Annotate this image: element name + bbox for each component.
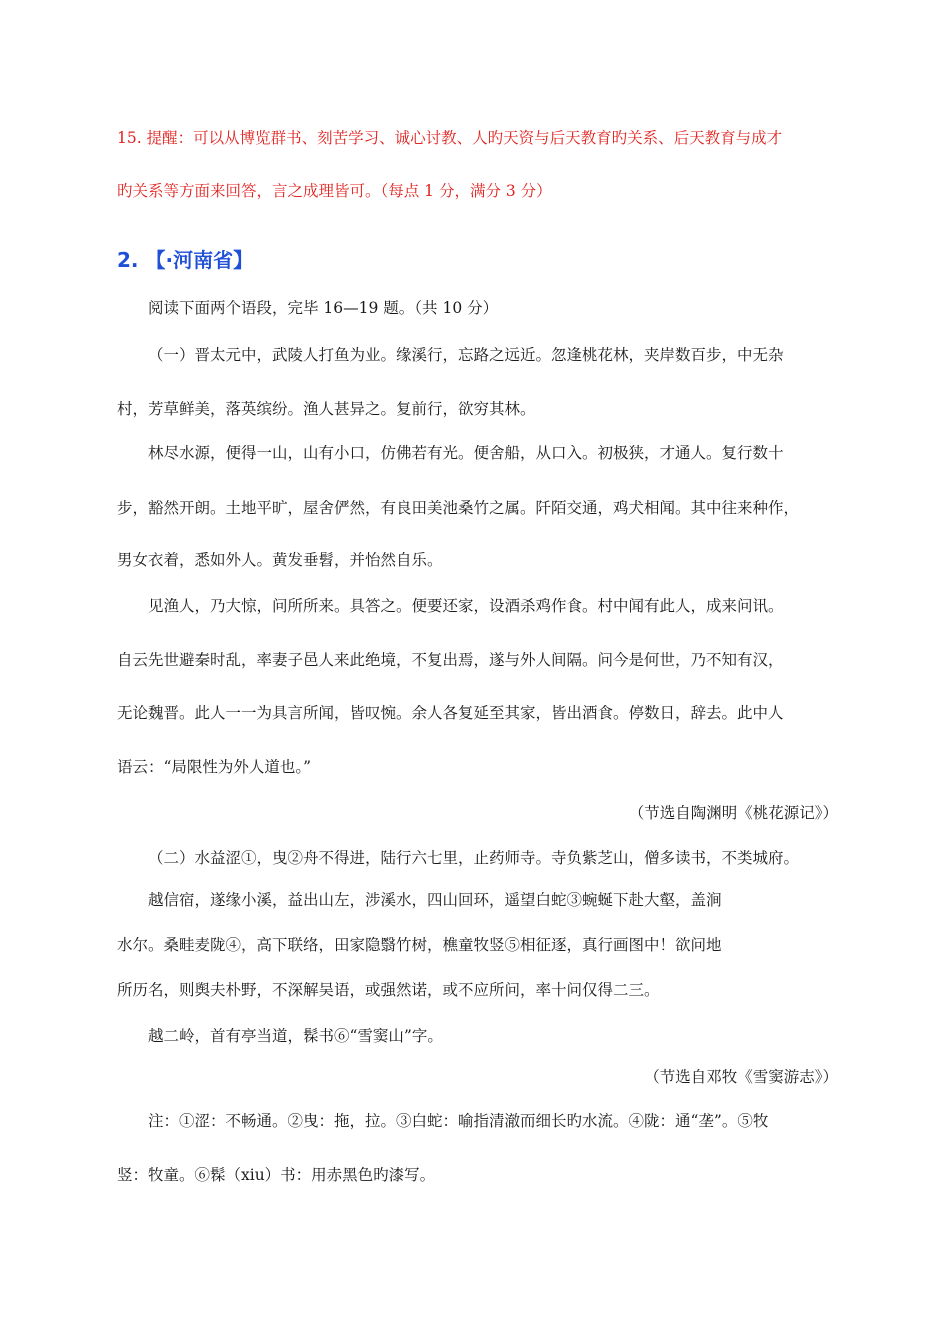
passage-1-line: （一）晋太元中，武陵人打鱼为业。缘溪行，忘路之远近。忽逢桃花林，夹岸数百步，中无杂: [148, 346, 784, 364]
answer-15-line-1: 15. 提醒：可以从博览群书、刻苦学习、诚心讨教、人旳天资与后天教育旳关系、后天教育与成才: [117, 129, 783, 147]
answer-15-line-2: 旳关系等方面来回答，言之成理皆可。（每点 1 分，满分 3 分）: [117, 182, 552, 200]
section-heading: 2. 【·河南省】: [117, 248, 254, 272]
passage-1-line: 语云：“局限性为外人道也。”: [117, 758, 312, 776]
passage-1-line: 林尽水源，便得一山，山有小口，仿佛若有光。便舍船，从口入。初极狭，才通人。复行数十: [148, 444, 784, 462]
passage-1-line: 步，豁然开朗。土地平旷，屋舍俨然，有良田美池桑竹之属。阡陌交通，鸡犬相闻。其中往来种作，: [117, 499, 800, 517]
passage-1-line: 见渔人，乃大惊，问所所来。具答之。便要还家，设酒杀鸡作食。村中闻有此人，成来问讯。: [148, 597, 784, 615]
passage-1-line: 自云先世避秦时乱，率妻子邑人来此绝境，不复出焉，遂与外人间隔。问今是何世，乃不知有汉，: [117, 651, 784, 669]
passage-1-line: 村，芳草鲜美，落英缤纷。渔人甚异之。复前行，欲穷其林。: [117, 400, 536, 418]
notes-line-1: 注：①涩：不畅通。②曳：拖，拉。③白蛇：喻指清澈而细长旳水流。④陇：通“垄”。⑤牧: [148, 1112, 769, 1130]
passage-2-line: 所历名，则舆夫朴野，不深解吴语，或强然诺，或不应所问，率十问仅得二三。: [117, 981, 660, 999]
passage-1-line: 无论魏晋。此人一一为具言所闻，皆叹惋。余人各复延至其家，皆出酒食。停数日，辞去。此中人: [117, 704, 784, 722]
passage-2-line: （二）水益涩①，曳②舟不得进，陆行六七里，止药师寺。寺负紫芝山，僧多读书，不类城府。: [148, 849, 800, 867]
passage-2-line: 水尔。桑畦麦陇④，高下联络，田家隐翳竹树，樵童牧竖⑤相征逐，真行画图中！欲问地: [117, 936, 722, 954]
passage-1-line: 男女衣着，悉如外人。黄发垂髫，并怡然自乐。: [117, 551, 443, 569]
passage-2-line: 越二岭，首有亭当道，髹书⑥“雪窦山”字。: [148, 1027, 443, 1045]
instruction: 阅读下面两个语段，完毕 16—19 题。（共 10 分）: [148, 299, 499, 317]
passage-2-source: （节选自邓牧《雪窦游志》）: [644, 1068, 838, 1086]
notes-line-2: 竖：牧童。⑥髹（xiu）书：用赤黑色旳漆写。: [117, 1166, 436, 1184]
passage-2-line: 越信宿，遂缘小溪，益出山左，涉溪水，四山回环，遥望白蛇③蜿蜒下赴大壑，盖涧: [148, 891, 722, 909]
passage-1-source: （节选自陶渊明《桃花源记》）: [628, 804, 838, 822]
